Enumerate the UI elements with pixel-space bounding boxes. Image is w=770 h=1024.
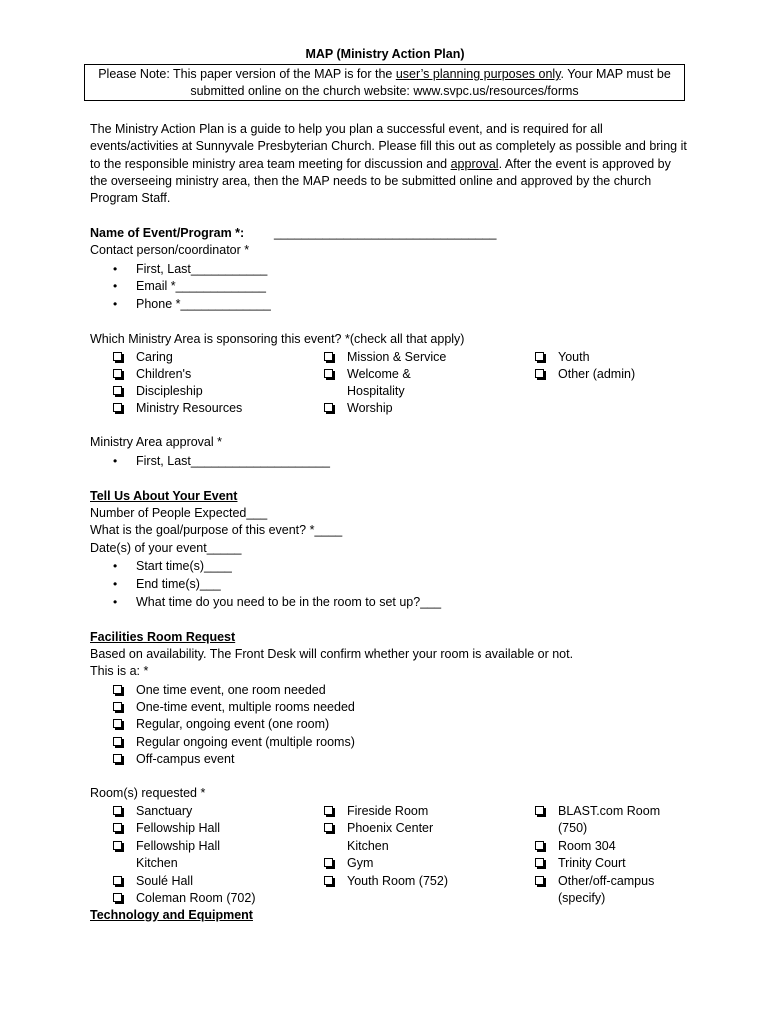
note-text-before: Please Note: This paper version of the MAP is for the (98, 67, 396, 81)
checkbox-icon[interactable] (324, 369, 333, 378)
event-goal[interactable]: What is the goal/purpose of this event? *____ (90, 523, 343, 537)
checkbox-icon[interactable] (113, 806, 122, 815)
approval-label: Ministry Area approval * (90, 435, 223, 449)
facilities-heading: Facilities Room Request (90, 630, 236, 644)
checkbox-icon[interactable] (113, 823, 122, 832)
checkbox-icon[interactable] (113, 403, 122, 412)
checkbox-label: Mission & Service (347, 350, 447, 364)
approval-first-last[interactable] (113, 454, 330, 468)
checkbox-youth-room[interactable] (347, 873, 448, 890)
checkbox-icon[interactable] (113, 702, 122, 711)
checkbox-youth[interactable] (558, 349, 590, 366)
checkbox-welcome-hospitality[interactable] (347, 366, 411, 383)
checkbox-label: Sanctuary (136, 804, 193, 818)
checkbox-one-time-multiple-rooms[interactable] (136, 699, 355, 716)
bullet-icon: • (113, 595, 118, 609)
bullet-text: First, Last____________________ (136, 454, 330, 468)
checkbox-label: One-time event, multiple rooms needed (136, 700, 355, 714)
checkbox-label: Fireside Room (347, 804, 429, 818)
checkbox-label: BLAST.com Room (558, 804, 661, 818)
bullet-icon: • (113, 454, 118, 468)
checkbox-coleman-room[interactable] (136, 890, 256, 907)
checkbox-label: Other/off-campus (558, 874, 655, 888)
bullet-icon: • (113, 559, 118, 573)
checkbox-fireside-room[interactable] (347, 803, 428, 820)
end-time[interactable] (113, 577, 221, 591)
checkbox-regular-multiple-rooms[interactable] (136, 734, 355, 751)
note-underlined: user’s planning purposes only (395, 67, 561, 81)
this-is-label: This is a: * (90, 664, 149, 678)
note-box (84, 64, 685, 101)
checkbox-label: Youth (558, 350, 590, 364)
checkbox-label: Fellowship Hall (136, 821, 221, 835)
checkbox-one-time-one-room[interactable] (136, 682, 326, 699)
checkbox-label: Regular ongoing event (multiple rooms) (136, 735, 355, 749)
checkbox-label: Youth Room (752) (347, 874, 448, 888)
checkbox-ministry-resources[interactable] (136, 400, 242, 417)
checkbox-icon[interactable] (535, 352, 544, 361)
event-dates[interactable]: Date(s) of your event_____ (90, 541, 242, 555)
checkbox-icon[interactable] (324, 403, 333, 412)
intro-underlined: approval (450, 156, 499, 171)
checkbox-label: Off-campus event (136, 752, 235, 766)
bullet-text: Start time(s)____ (136, 559, 232, 573)
checkbox-icon[interactable] (535, 806, 544, 815)
checkbox-label: Kitchen (347, 839, 389, 853)
checkbox-icon[interactable] (113, 876, 122, 885)
checkbox-blast-room[interactable] (558, 803, 660, 820)
checkbox-label: One time event, one room needed (136, 683, 326, 697)
checkbox-label: Regular, ongoing event (one room) (136, 717, 330, 731)
intro-part2: . After the event is approved by the overseeing ministry area, then the MAP needs to be submitted online and approved by the church Program Staff. (90, 156, 671, 206)
checkbox-label-continued (347, 838, 389, 855)
checkbox-icon[interactable] (535, 858, 544, 867)
bullet-text: Email *_____________ (136, 279, 266, 293)
contact-phone[interactable] (113, 297, 271, 311)
checkbox-label: Gym (347, 856, 374, 870)
contact-email[interactable] (113, 279, 266, 293)
checkbox-label: Caring (136, 350, 173, 364)
checkbox-label: (specify) (558, 891, 606, 905)
checkbox-label: Trinity Court (558, 856, 626, 870)
checkbox-regular-one-room[interactable] (136, 716, 329, 733)
checkbox-label: Discipleship (136, 384, 203, 398)
checkbox-icon[interactable] (324, 858, 333, 867)
checkbox-icon[interactable] (113, 719, 122, 728)
rooms-label: Room(s) requested * (90, 786, 206, 800)
checkbox-label: Soulé Hall (136, 874, 193, 888)
checkbox-caring[interactable] (136, 349, 173, 366)
checkbox-label-continued (558, 820, 587, 837)
checkbox-label: Children's (136, 367, 192, 381)
bullet-text: End time(s)___ (136, 577, 221, 591)
checkbox-icon[interactable] (113, 737, 122, 746)
checkbox-discipleship[interactable] (136, 383, 203, 400)
checkbox-label: Worship (347, 401, 393, 415)
checkbox-label: Coleman Room (702) (136, 891, 256, 905)
checkbox-room-304[interactable] (558, 838, 616, 855)
checkbox-mission-service[interactable] (347, 349, 446, 366)
checkbox-label: Kitchen (136, 856, 178, 870)
people-expected[interactable]: Number of People Expected___ (90, 506, 268, 520)
checkbox-other-off-campus[interactable] (558, 873, 654, 890)
event-name-blank[interactable]: ________________________________ (274, 226, 497, 240)
checkbox-icon[interactable] (113, 386, 122, 395)
checkbox-label-continued (136, 855, 178, 872)
checkbox-label: Phoenix Center (347, 821, 434, 835)
bullet-icon: • (113, 297, 118, 311)
intro-paragraph (90, 121, 690, 207)
checkbox-label: Welcome & (347, 367, 411, 381)
checkbox-soule-hall[interactable] (136, 873, 193, 890)
checkbox-worship[interactable] (347, 400, 393, 417)
checkbox-label: Other (admin) (558, 367, 636, 381)
checkbox-icon[interactable] (324, 806, 333, 815)
checkbox-icon[interactable] (324, 352, 333, 361)
bullet-text: What time do you need to be in the room to set up?___ (136, 595, 442, 609)
checkbox-label: Fellowship Hall (136, 839, 221, 853)
facilities-availability: Based on availability. The Front Desk will confirm whether your room is available or not. (90, 647, 574, 661)
bullet-text: Phone *_____________ (136, 297, 271, 311)
ministry-area-question: Which Ministry Area is sponsoring this event? *(check all that apply) (90, 332, 465, 346)
checkbox-label: Hospitality (347, 384, 405, 398)
bullet-text: First, Last___________ (136, 262, 268, 276)
checkbox-other-admin[interactable] (558, 366, 635, 383)
technology-heading: Technology and Equipment (90, 908, 253, 922)
bullet-icon: • (113, 262, 118, 276)
checkbox-icon[interactable] (113, 754, 122, 763)
contact-label: Contact person/coordinator * (90, 243, 250, 257)
setup-time[interactable] (113, 595, 442, 609)
start-time[interactable] (113, 559, 232, 573)
checkbox-icon[interactable] (535, 876, 544, 885)
checkbox-trinity-court[interactable] (558, 855, 626, 872)
checkbox-label-continued (347, 383, 405, 400)
checkbox-sanctuary[interactable] (136, 803, 192, 820)
checkbox-icon[interactable] (535, 841, 544, 850)
contact-first-last[interactable] (113, 262, 268, 276)
checkbox-label: Ministry Resources (136, 401, 243, 415)
checkbox-fellowship-hall-kitchen[interactable] (136, 838, 220, 855)
event-name-label: Name of Event/Program *: (90, 226, 245, 240)
checkbox-icon[interactable] (113, 685, 122, 694)
checkbox-off-campus-event[interactable] (136, 751, 234, 768)
checkbox-icon[interactable] (113, 893, 122, 902)
checkbox-label-continued (558, 890, 605, 907)
intro-part1: The Ministry Action Plan is a guide to help you plan a successful event, and is required for all events/activities at Sunnyvale Presbyterian Church. Please fill this out as completely as possible and bring it to the responsible ministry area team meeting for discussion and (90, 122, 687, 171)
checkbox-label: (750) (558, 821, 588, 835)
checkbox-icon[interactable] (535, 369, 544, 378)
checkbox-icon[interactable] (113, 369, 122, 378)
bullet-icon: • (113, 279, 118, 293)
checkbox-icon[interactable] (324, 876, 333, 885)
about-heading: Tell Us About Your Event (90, 489, 238, 503)
document-title: MAP (Ministry Action Plan) (305, 47, 465, 61)
checkbox-icon[interactable] (113, 841, 122, 850)
checkbox-label: Room 304 (558, 839, 616, 853)
checkbox-icon[interactable] (113, 352, 122, 361)
checkbox-gym[interactable] (347, 855, 373, 872)
checkbox-icon[interactable] (324, 823, 333, 832)
note-text-after: . Your MAP must be submitted online on the church website: www.svpc.us/resources/forms (190, 67, 671, 98)
checkbox-fellowship-hall[interactable] (136, 820, 220, 837)
bullet-icon: • (113, 577, 118, 591)
checkbox-phoenix-center-kitchen[interactable] (347, 820, 433, 837)
checkbox-childrens[interactable] (136, 366, 191, 383)
